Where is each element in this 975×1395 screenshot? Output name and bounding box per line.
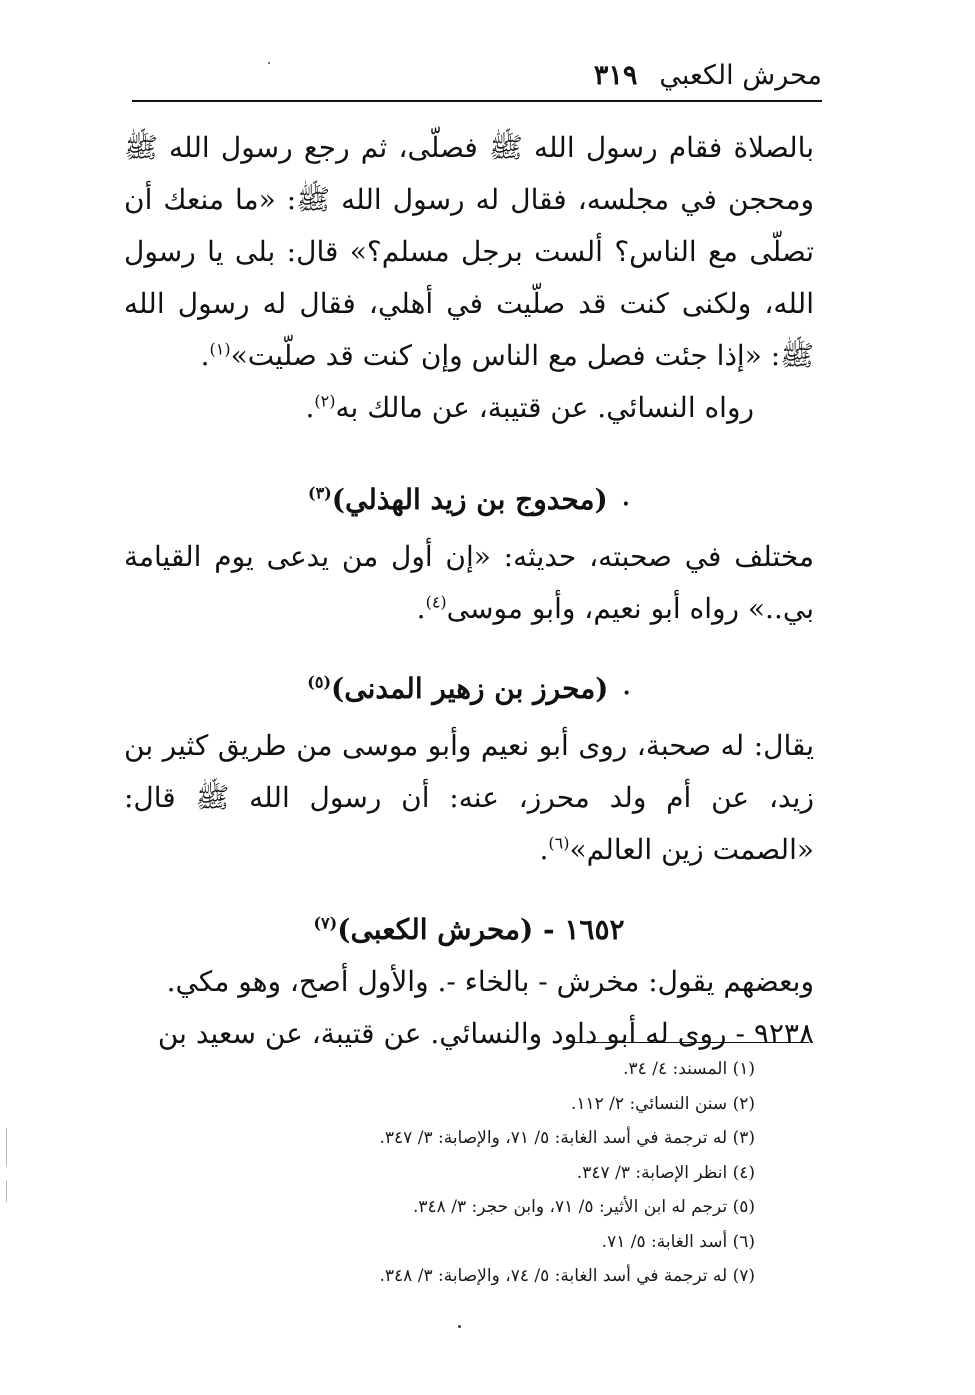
footnote-ref: (٣) — [307, 483, 332, 503]
paragraph: بالصلاة فقام رسول الله ﷺ فصلّى، ثم رجع رسول الله ﷺ ومحجن في مجلسه، فقال له رسول الله ﷺ: «ما منعك أن تصلّى مع الناس؟ ألست برجل مسلم؟» قال: بلى يا رسول الله، ولكنى كنت قد صلّيت في أهلي، فقال له رسول الله ﷺ: «إذا جئت فصل مع الناس وإن كنت قد صلّيت»$^{(١)}$. — [124, 131, 814, 372]
entry-title: (محدوج بن زيد الهذلي) — [331, 483, 608, 516]
footnote: (٧) له ترجمة في أسد الغابة: ٥/ ٧٤، والإصابة: ٣/ ٣٤٨. — [379, 1266, 755, 1286]
paragraph: يقال: له صحبة، روى أبو نعيم وأبو موسى من طريق كثير بن زيد، عن أم ولد محرز، عنه: أن رسول الله ﷺ قال: «الصمت زين العالم»$^{(٦)}$. — [124, 729, 814, 866]
scan-margin-mark — [6, 1180, 7, 1202]
entry-title: (محرز بن زهير المدنى) — [331, 672, 609, 705]
narration-text: رواه النسائي. عن قتيبة، عن مالك به — [335, 391, 754, 424]
paragraph-text: يقال: له صحبة، روى أبو نعيم وأبو موسى من طريق كثير بن زيد، عن أم ولد محرز، عنه: أن رسول الله ﷺ قال: «الصمت زين العالم» — [124, 729, 814, 866]
footnote-ref: (٦) — [548, 833, 570, 853]
narration: رواه النسائي. عن قتيبة، عن مالك به$^{(٢)}$. — [305, 391, 754, 424]
entry-heading — [124, 474, 814, 531]
spacer — [124, 434, 814, 474]
spacer — [124, 635, 814, 663]
paragraph: مختلف في صحبته، حديثه: «إن أول من يدعى يوم القيامة بي..» رواه أبو نعيم، وأبو موسى$^{(٤)}$. — [124, 540, 814, 625]
footnote: (٢) سنن النسائي: ٢/ ١١٢. — [570, 1093, 755, 1114]
paragraph: وبعضهم يقول: مخرش - بالخاء -. والأول أصح، وهو مكي. — [166, 965, 814, 998]
running-title: محرش الكعبي — [659, 59, 822, 91]
footnote: (٤) انظر الإصابة: ٣/ ٣٤٧. — [576, 1162, 755, 1183]
entry-heading — [124, 904, 814, 956]
entry-title: ١٦٥٢ - (محرش الكعبى) — [337, 913, 625, 946]
scan-margin-mark — [6, 1128, 7, 1166]
scan-speck — [268, 62, 270, 64]
paragraph: ٩٢٣٨ - روى له أبو داود والنسائي. عن قتيبة، عن سعيد بن — [157, 1017, 814, 1050]
footnote-rule — [573, 1042, 809, 1043]
paragraph-text: بالصلاة فقام رسول الله ﷺ فصلّى، ثم رجع رسول الله ﷺ ومحجن في مجلسه، فقال له رسول الله ﷺ: «ما منعك أن تصلّى مع الناس؟ ألست برجل مسلم؟» قال: بلى يا رسول الله، ولكنى كنت قد صلّيت في أهلي، فقال له رسول الله ﷺ: «إذا جئت فصل مع الناس وإن كنت قد صلّيت» — [124, 131, 814, 372]
footnote: (١) المسند: ٤/ ٣٤. — [623, 1059, 755, 1079]
footnote-ref: (١) — [209, 339, 231, 359]
footnote-ref: (٧) — [313, 913, 338, 933]
bullet-icon: • — [621, 497, 631, 513]
page-number: ٣١٩ — [593, 59, 638, 91]
footnote: (٥) ترجم له ابن الأثير: ٥/ ٧١، وابن حجر: ٣/ ٣٤٨. — [413, 1197, 755, 1217]
header-rule — [132, 100, 822, 102]
spacer — [124, 876, 814, 904]
page-header — [132, 52, 822, 98]
footnote-ref: (٤) — [425, 592, 447, 612]
bullet-icon: • — [622, 686, 631, 702]
footnotes — [240, 1052, 755, 1294]
footnote-ref: (٥) — [307, 672, 332, 692]
paragraph-text: مختلف في صحبته، حديثه: «إن أول من يدعى يوم القيامة بي..» رواه أبو نعيم، وأبو موسى — [124, 540, 814, 625]
footnote: (٦) أسد الغابة: ٥/ ٧١. — [601, 1231, 755, 1252]
footnote: (٣) له ترجمة في أسد الغابة: ٥/ ٧١، والإصابة: ٣/ ٣٤٧. — [379, 1128, 755, 1148]
footnote-ref: (٢) — [314, 391, 336, 411]
scan-speck — [458, 1325, 461, 1328]
entry-heading — [124, 663, 814, 720]
main-text — [124, 122, 814, 1060]
